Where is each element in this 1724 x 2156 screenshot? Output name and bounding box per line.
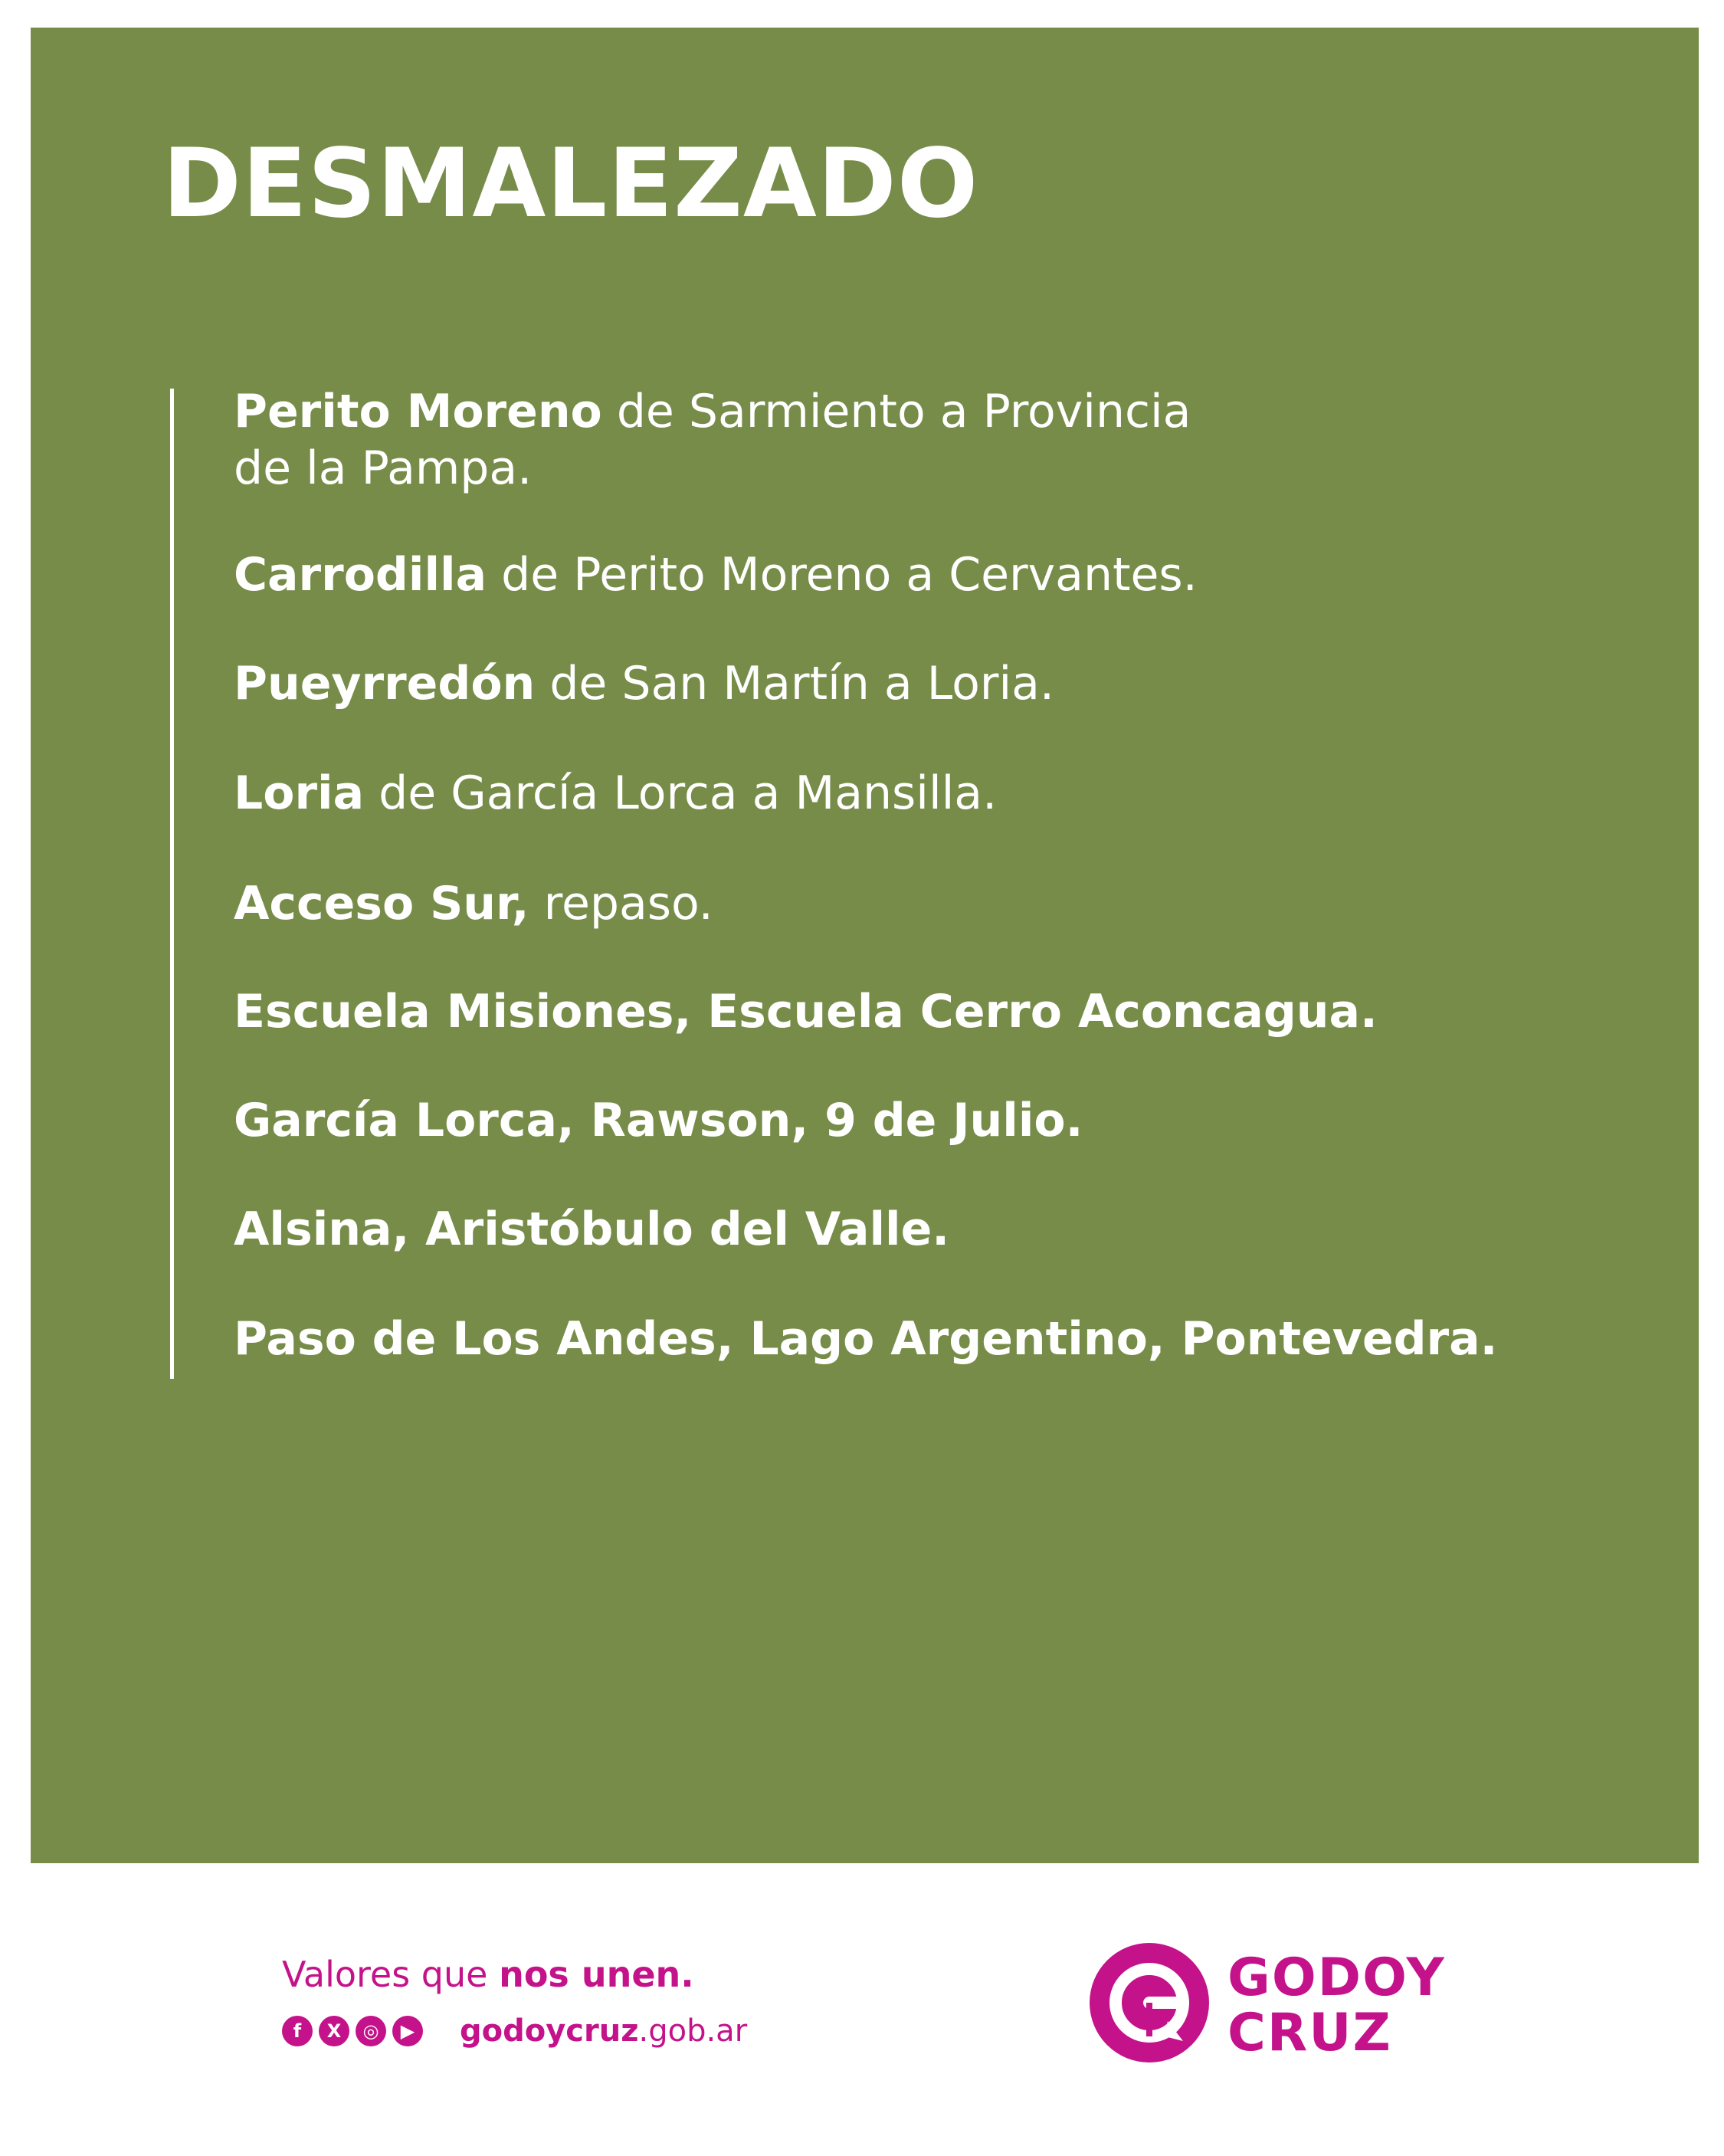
vertical-divider xyxy=(170,389,174,1379)
list-item: Paso de Los Andes, Lago Argentino, Pontevedra. xyxy=(234,1312,1498,1366)
list-item: Pueyrredón de San Martín a Loria. xyxy=(234,657,1054,710)
list-item: Acceso Sur, repaso. xyxy=(234,877,713,930)
list-item: Perito Moreno de Sarmiento a Provincia de la Pampa. xyxy=(234,385,1191,495)
slogan: Valores que nos unen. xyxy=(282,1954,694,1995)
list-item: García Lorca, Rawson, 9 de Julio. xyxy=(234,1094,1083,1147)
instagram-icon[interactable]: ◎ xyxy=(356,2016,386,2046)
brand-name: GODOY CRUZ xyxy=(1227,1948,1446,2063)
youtube-icon[interactable]: ▶ xyxy=(392,2016,423,2046)
page-title: DESMALEZADO xyxy=(162,129,979,239)
list-item: Loria de García Lorca a Mansilla. xyxy=(234,766,998,820)
facebook-icon[interactable]: f xyxy=(282,2016,313,2046)
green-panel xyxy=(31,28,1699,1863)
website-link[interactable]: godoycruz.gob.ar xyxy=(460,2013,748,2049)
social-bar xyxy=(282,2013,748,2049)
list-item: Alsina, Aristóbulo del Valle. xyxy=(234,1203,950,1256)
list-item: Carrodilla de Perito Moreno a Cervantes. xyxy=(234,548,1198,602)
x-icon[interactable]: X xyxy=(319,2016,349,2046)
list-item: Escuela Misiones, Escuela Cerro Aconcagua. xyxy=(234,985,1378,1039)
godoy-cruz-logo-icon xyxy=(1088,1941,1211,2064)
